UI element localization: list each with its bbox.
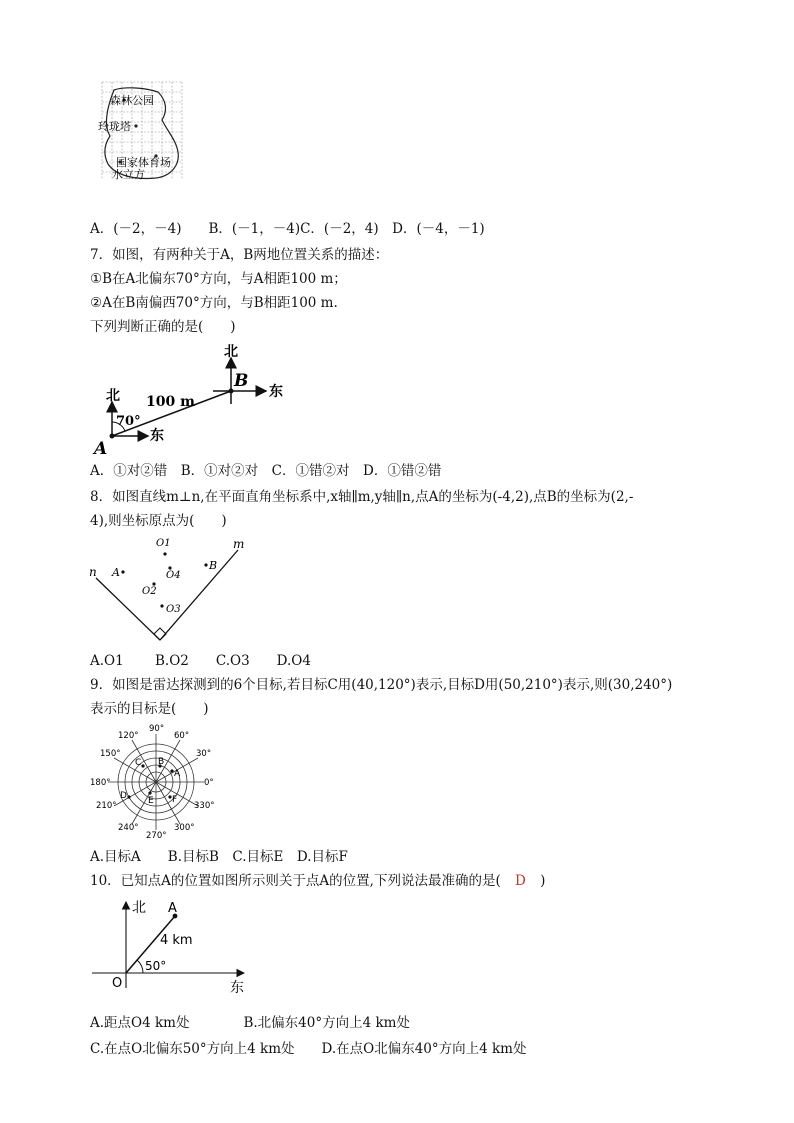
q10-options-cd: C.在点O北偏东50°方向上4 km处 D.在点O北偏东40°方向上4 km处 <box>90 1041 527 1057</box>
q9-angle-330: 330° <box>194 801 215 811</box>
q7-description-1: ①B在A北偏东70°方向，与A相距100 m； <box>90 271 347 287</box>
q10-figure <box>88 894 258 996</box>
q9-stem-line-2: 表示的目标是( ) <box>90 701 209 717</box>
q9-angle-210: 210° <box>96 801 117 811</box>
q8-point-b-label: B <box>209 559 218 572</box>
q8-options: A.O1 B.O2 C.O3 D.O4 <box>90 653 311 669</box>
q7-distance-label: 100 m <box>146 394 195 410</box>
q7-angle-label: 70° <box>116 414 141 429</box>
q9-angle-0: 0° <box>204 778 214 788</box>
map-label-linglong-tower: 玲珑塔 <box>98 120 131 133</box>
q9-angle-300: 300° <box>174 823 195 833</box>
q9-angle-90: 90° <box>149 724 165 734</box>
q9-angle-120: 120° <box>118 731 139 741</box>
q9-angle-180: 180° <box>90 778 111 788</box>
map-label-water-cube: 水立方 <box>112 168 145 181</box>
q7-east-label-a: 东 <box>150 428 164 444</box>
q9-target-b-label: B <box>158 757 165 767</box>
q10-east-label: 东 <box>230 980 244 996</box>
map-label-forest-park: 森林公园 <box>110 94 154 107</box>
q9-angle-150: 150° <box>100 749 121 759</box>
q8-o4-label: O4 <box>166 570 181 581</box>
q10-angle-label: 50° <box>145 959 167 973</box>
q8-stem-line-1: 8．如图直线m⊥n,在平面直角坐标系中,x轴∥m,y轴∥n,点A的坐标为(-4,2),点B的坐标为(2,- <box>90 489 634 505</box>
q8-figure <box>88 532 258 647</box>
q7-figure <box>90 340 310 458</box>
q8-o2-label: O2 <box>142 586 157 597</box>
q10-origin-label: O <box>112 976 123 991</box>
q10-stem <box>90 872 545 890</box>
q10-north-label: 北 <box>132 900 146 916</box>
q7-east-label-b: 东 <box>269 384 283 400</box>
q8-line-m-label: m <box>233 537 245 551</box>
q9-target-d-label: D <box>120 791 127 801</box>
q9-target-f-label: F <box>172 795 178 805</box>
q10-answer: D <box>515 873 526 889</box>
q8-o3-label: O3 <box>166 604 181 615</box>
q9-angle-270: 270° <box>146 831 167 841</box>
q6-options: A．(－2，－4) B．(－1，－4)C．(－2，4) D．(－4，－1) <box>90 221 485 237</box>
q10-stem-close: ) <box>540 873 546 889</box>
q7-point-a-label: A <box>94 439 108 458</box>
q10-point-a-label: A <box>168 901 177 916</box>
q8-line-n-label: n <box>89 565 97 579</box>
q7-description-2: ②A在B南偏西70°方向，与B相距100 m. <box>90 295 338 311</box>
q9-target-c-label: C <box>135 758 142 768</box>
q7-options: A．①对②错 B．①对②对 C．①错②对 D．①错②错 <box>90 463 442 479</box>
q9-stem-line-1: 9．如图是雷达探测到的6个目标,若目标C用(40,120°)表示,目标D用(50,210°)表示,则(30,240°) <box>90 677 673 693</box>
q7-north-label-b: 北 <box>224 344 238 360</box>
q9-radar-figure <box>88 722 228 844</box>
q10-distance-label: 4 km <box>160 933 193 948</box>
q8-point-a-label: A <box>112 566 120 579</box>
q9-angle-60: 60° <box>174 731 190 741</box>
q7-point-b-label: B <box>234 371 249 391</box>
q7-stem: 7．如图，有两种关于A，B两地位置关系的描述： <box>90 247 389 263</box>
q9-angle-30: 30° <box>196 749 212 759</box>
q10-options-ab: A.距点O4 km处 B.北偏东40°方向上4 km处 <box>90 1015 410 1031</box>
q9-options: A.目标A B.目标B C.目标E D.目标F <box>90 849 348 865</box>
map-label-national-stadium: 国家体育场 <box>116 156 171 169</box>
q10-stem-text: 10．已知点A的位置如图所示则关于点A的位置,下列说法最准确的是( <box>90 873 501 889</box>
q8-stem-line-2: 4),则坐标原点为( ) <box>90 513 227 529</box>
q8-o1-label: O1 <box>156 538 171 549</box>
q7-north-label-a: 北 <box>106 388 120 404</box>
q9-angle-240: 240° <box>118 823 139 833</box>
q9-target-a-label: A <box>174 769 181 779</box>
q9-target-e-label: E <box>148 796 154 806</box>
q6-map-figure <box>96 80 188 182</box>
q7-ask: 下列判断正确的是( ) <box>90 319 236 335</box>
